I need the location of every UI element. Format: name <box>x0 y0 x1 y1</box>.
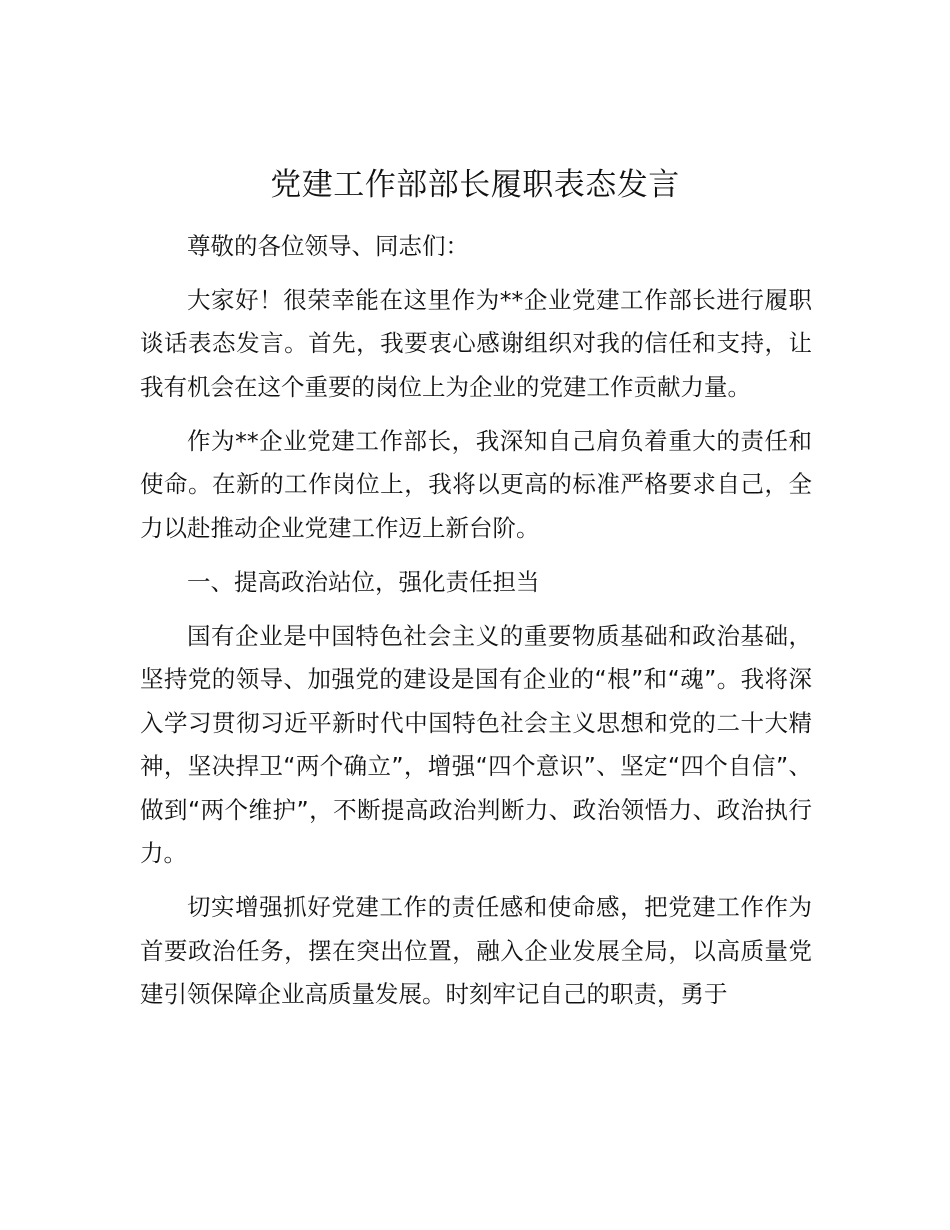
paragraph-party-building: 切实增强抓好党建工作的责任感和使命感，把党建工作作为首要政治任务，摆在突出位置，融入企业发展全局，以高质量党建引领保障企业高质量发展。时刻牢记自己的职责，勇于 <box>140 893 812 1008</box>
document-body <box>140 225 812 1027</box>
paragraph-greeting: 大家好！很荣幸能在这里作为**企业党建工作部长进行履职谈话表态发言。首先，我要衷心感谢组织对我的信任和支持，让我有机会在这个重要的岗位上为企业的党建工作贡献力量。 <box>140 285 812 401</box>
salutation: 尊敬的各位领导、同志们： <box>187 232 469 260</box>
document-title: 党建工作部部长履职表态发言 <box>270 167 680 203</box>
paragraph-political-stance: 国有企业是中国特色社会主义的重要物质基础和政治基础，坚持党的领导、加强党的建设是国有企业的“根”和“魂”。我将深入学习贯彻习近平新时代中国特色社会主义思想和党的二十大精神，坚决捍卫“两个确立”，增强“四个意识”、坚定“四个自信”、做到“两个维护”，不断提高政治判断力、政治领悟力、政治执行力。 <box>140 621 812 867</box>
paragraph-responsibility: 作为**企业党建工作部长，我深知自己肩负着重大的责任和使命。在新的工作岗位上，我将以更高的标准严格要求自己，全力以赴推动企业党建工作迈上新台阶。 <box>140 426 812 542</box>
section-heading-1: 一、提高政治站位，强化责任担当 <box>187 567 540 596</box>
